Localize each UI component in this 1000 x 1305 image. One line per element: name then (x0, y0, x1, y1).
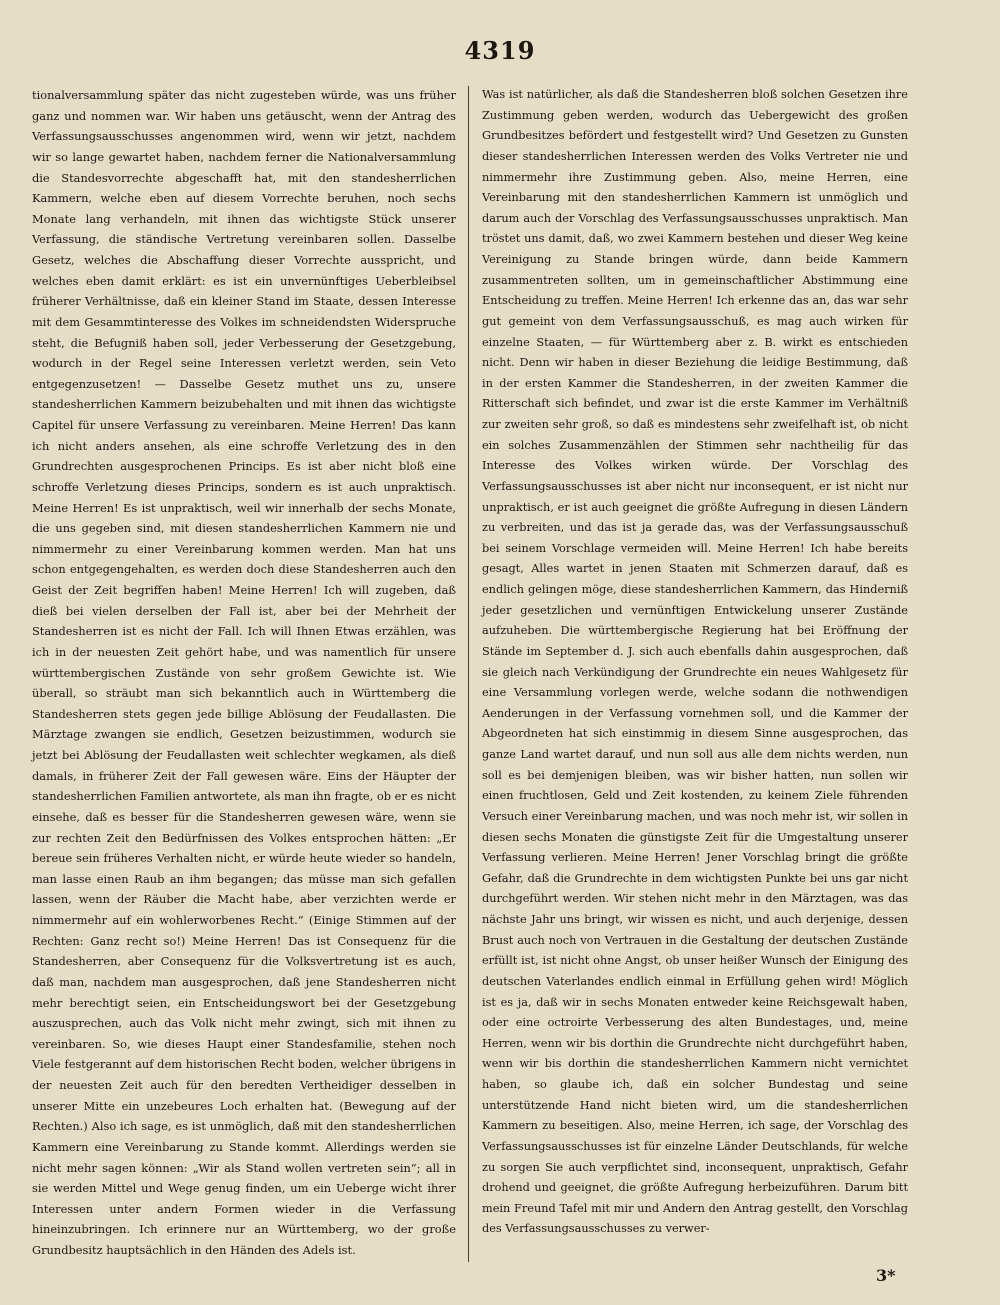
text-column-left (32, 85, 456, 1261)
left-column-text: tionalversammlung später das nicht zugesteben würde, was uns früher ganz und nommen war. Wir haben uns getäuscht, wenn der Antrag des Verfassungsausschusses angenommen wird, wenn wir jetzt, nachdem wir so lange gewartet haben, nachdem ferner die Nationalversammlung die Standesvorrechte abgeschafft hat, mit den standesherrlichen Kammern, welche eben auf diesem Vorrechte beruhen, noch sechs Monate lang verhandeln, mit ihnen das wichtigste Stück unserer Verfassung, die ständische Vertretung vereinbaren sollen. Dasselbe Gesetz, welches die Abschaffung dieser Vorrechte ausspricht, und welches eben damit erklärt: es ist ein unvernünftiges Ueberbleibsel früherer Verhältnisse, daß ein kleiner Stand im Staate, dessen Interesse mit dem Gesammtinteresse des Volkes im schneidendsten Widerspruche steht, die Befugniß haben soll, jeder Verbesserung der Gesetzgebung, wodurch in der Regel seine Interessen verletzt werden, sein Veto entgegenzusetzen! — Dasselbe Gesetz muthet uns zu, unsere standesherrlichen Kammern beizubehalten und mit ihnen das wichtigste Capitel für unsere Verfassung zu vereinbaren. Meine Herren! Das kann ich nicht anders ansehen, als eine schroffe Verletzung des in den Grundrechten ausgesprochenen Princips. Es ist aber nicht bloß eine schroffe Verletzung dieses Princips, sondern es ist auch unpraktisch. Meine Herren! Es ist unpraktisch, weil wir innerhalb der sechs Monate, die uns gegeben sind, mit diesen standesherrlichen Kammern nie und nimmermehr zu einer Vereinbarung kommen werden. Man hat uns schon entgegengehalten, es werden doch diese Standesherren auch den Geist der Zeit begriffen haben! Meine Herren! Ich will zugeben, daß dieß bei vielen derselben der Fall ist, aber bei der Mehrheit der Standesherren ist es nicht der Fall. Ich will Ihnen Etwas erzählen, was ich in der neuesten Zeit gehört habe, und was namentlich für unsere württembergischen Zustände von sehr großem Gewichte ist. Wie überall, so sträubt man sich bekanntlich auch in Württemberg die Standesherren stets gegen jede billige Ablösung der Feudallasten. Die Märztage zwangen sie endlich, Gesetzen beizustimmen, wodurch sie jetzt bei Ablösung der Feudallasten weit schlechter wegkamen, als dieß damals, in früherer Zeit der Fall gewesen wäre. Eins der Häupter der standesherrlichen Familien antwortete, als man ihn fragte, ob er es nicht einsehe, daß es besser für die Standesherren gewesen wäre, wenn sie zur rechten Zeit den Bedürfnissen des Volkes entsprochen hätten: „Er bereue sein früheres Verhalten nicht, er würde heute wieder so handeln, man lasse einen Raub an ihm begangen; das müsse man sich gefallen lassen, wenn der Räuber die Macht habe, aber verzichten werde er nimmermehr auf ein wohlerworbenes Recht.“ (Einige Stimmen auf der Rechten: Ganz recht so!) Meine Herren! Das ist Consequenz für die Standesherren, aber Consequenz für die Volksvertretung ist es auch, daß man, nachdem man ausgesprochen, daß jene Standesherren nicht mehr berechtigt seien, ein Entscheidungswort bei der Gesetzgebung auszusprechen, auch das Volk nicht mehr zwingt, sich mit ihnen zu vereinbaren. So, wie dieses Haupt einer Standesfamilie, stehen noch Viele festgerannt auf dem historischen Recht boden, welcher übrigens in der neuesten Zeit auch für den beredten Vertheidiger desselben in unserer Mitte ein unzebeures Loch erhalten hat. (Bewegung auf der Rechten.) Also ich sage, es ist unmöglich, daß mit den standesherrlichen Kammern eine Vereinbarung zu Stande kommt. Allerdings werden sie nicht mehr sagen können: „Wir als Stand wollen vertreten sein“; all in sie werden Mittel und Wege genug finden, um ein Ueberge wicht ihrer Interessen unter andern Formen wieder in die Verfassung hineinzubringen. Ich erinnere nur an Württemberg, wo der große Grundbesitz hauptsächlich in den Händen des Adels ist. (32, 88, 456, 1257)
text-column-right (482, 85, 908, 1240)
signature-mark: 3* (876, 1266, 896, 1285)
page-number: 4319 (464, 36, 536, 65)
right-column-text: Was ist natürlicher, als daß die Standesherren bloß solchen Gesetzen ihre Zustimmung geben werden, wodurch das Uebergewicht des großen Grundbesitzes befördert und festgestellt wird? Und Gesetzen zu Gunsten dieser standesherrlichen Interessen werden des Volks Vertreter nie und nimmermehr ihre Zustimmung geben. Also, meine Herren, eine Vereinbarung mit den standesherrlichen Kammern ist unmöglich und darum auch der Vorschlag des Verfassungsausschusses unpraktisch. Man tröstet uns damit, daß, wo zwei Kammern bestehen und dieser Weg keine Vereinigung zu Stande bringen würde, dann beide Kammern zusammentreten sollten, um in gemeinschaftlicher Abstimmung eine Entscheidung zu treffen. Meine Herren! Ich erkenne das an, das war sehr gut gemeint von dem Verfassungsausschuß, es mag auch wirken für einzelne Staaten, — für Württemberg aber z. B. wirkt es entschieden nicht. Denn wir haben in dieser Beziehung die leidige Bestimmung, daß in der ersten Kammer die Standesherren, in der zweiten Kammer die Ritterschaft sich befindet, und zwar ist die erste Kammer im Verhältniß zur zweiten sehr groß, so daß es mindestens sehr zweifelhaft ist, ob nicht ein solches Zusammenzählen der Stimmen sehr nachtheilig für das Interesse des Volkes wirken würde. Der Vorschlag des Verfassungsausschusses ist aber nicht nur inconsequent, er ist nicht nur unpraktisch, er ist auch geeignet die größte Aufregung in diesen Ländern zu verbreiten, und das ist ja gerade das, was der Verfassungsausschuß bei seinem Vorschlage vermeiden will. Meine Herren! Ich habe bereits gesagt, Alles wartet in jenen Staaten mit Schmerzen darauf, daß es endlich gelingen möge, diese standesherrlichen Kammern, das Hinderniß jeder gesetzlichen und vernünftigen Entwickelung unserer Zustände aufzuheben. Die württembergische Regierung hat bei Eröffnung der Stände im September d. J. sich auch ebenfalls dahin ausgesprochen, daß sie gleich nach Verkündigung der Grundrechte ein neues Wahlgesetz für eine Versammlung vorlegen werde, welche sodann die nothwendigen Aenderungen in der Verfassung vornehmen soll, und die Kammer der Abgeordneten hat sich einstimmig in diesem Sinne ausgesprochen, das ganze Land wartet darauf, und nun soll aus alle dem nichts werden, nun soll es bei demjenigen bleiben, was wir bisher hatten, nun sollen wir einen fruchtlosen, Geld und Zeit kostenden, zu keinem Ziele führenden Versuch einer Vereinbarung machen, und was noch mehr ist, wir sollen in diesen sechs Monaten die günstigste Zeit für die Umgestaltung unserer Verfassung verlieren. Meine Herren! Jener Vorschlag bringt die größte Gefahr, daß die Grundrechte in dem wichtigsten Punkte bei uns gar nicht durchgeführt werden. Wir stehen nicht mehr in den Märztagen, was das nächste Jahr uns bringt, wir wissen es nicht, und auch derjenige, dessen Brust auch noch von Vertrauen in die Gestaltung der deutschen Zustände erfüllt ist, ist nicht ohne Angst, ob unser heißer Wunsch der Einigung des deutschen Vaterlandes endlich einmal in Erfüllung gehen wird! Möglich ist es ja, daß wir in sechs Monaten entweder keine Reichsgewalt haben, oder eine octroirte Verbesserung des alten Bundestages, und, meine Herren, wenn wir bis dorthin die Grundrechte nicht durchgeführt haben, wenn wir bis dorthin die standesherrlichen Kammern nicht vernichtet haben, so glaube ich, daß ein solcher Bundestag und seine unterstützende Hand nicht bieten wird, um die standesherrlichen Kammern zu beseitigen. Also, meine Herren, ich sage, der Vorschlag des Verfassungsausschusses ist für einzelne Länder Deutschlands, für welche zu sorgen Sie auch verpflichtet sind, inconsequent, unpraktisch, Gefahr drohend und geeignet, die größte Aufregung herbeizuführen. Darum bitt mein Freund Tafel mit mir und Andern den Antrag gestellt, den Vorschlag des Verfassungsausschusses zu verwer- (482, 88, 908, 1236)
column-divider (468, 86, 469, 1262)
